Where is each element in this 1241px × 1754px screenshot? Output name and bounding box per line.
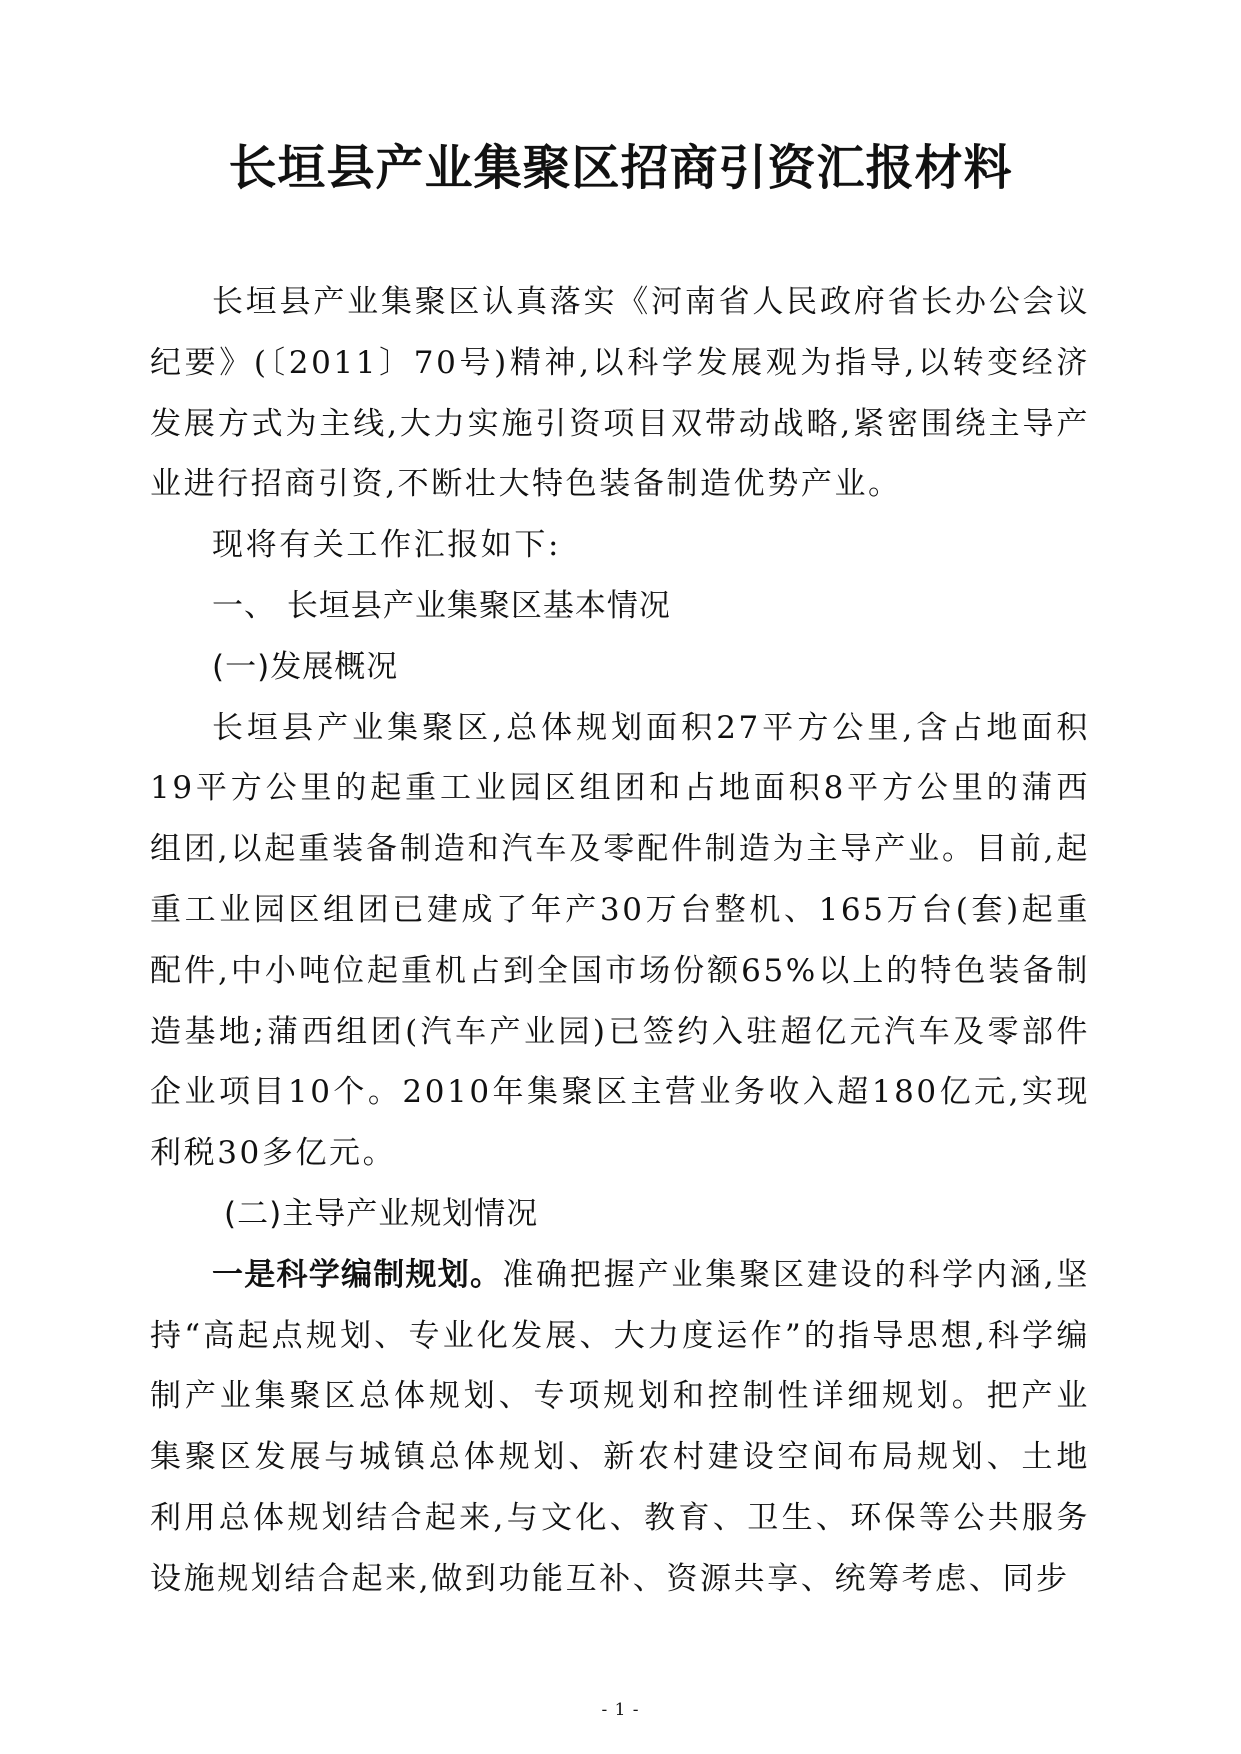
subsection-heading-1: (一)发展概况	[212, 648, 399, 685]
report-line: 现将有关工作汇报如下:	[212, 527, 562, 564]
planning-text: 准确把握产业集聚区建设的科学内涵,坚持“高起点规划、专业化发展、大力度运作”的指导思想,科学编制产业集聚区总体规划、专项规划和控制性详细规划。把产业集聚区发展与城镇总体规划、新农村建设空间布局规划、土地利用总体规划结合起来,与文化、教育、卫生、环保等公共服务设施规划结合起来,做到功能互补、资源共享、统筹考虑、同步	[150, 1256, 1091, 1597]
planning-paragraph	[150, 1245, 1090, 1610]
planning-lead: 一是科学编制规划。	[212, 1256, 503, 1293]
document-title: 长垣县产业集聚区招商引资汇报材料	[228, 140, 1013, 196]
section-heading-1: 一、 长垣县产业集聚区基本情况	[212, 587, 671, 624]
document-body	[150, 272, 1090, 1610]
overview-paragraph: 长垣县产业集聚区,总体规划面积27平方公里,含占地面积19平方公里的起重工业园区组团和占地面积8平方公里的蒲西组团,以起重装备制造和汽车及零配件制造为主导产业。目前,起重工业园区组团已建成了年产30万台整机、165万台(套)起重配件,中小吨位起重机占到全国市场份额65%以上的特色装备制造基地;蒲西组团(汽车产业园)已签约入驻超亿元汽车及零部件企业项目10个。2010年集聚区主营业务收入超180亿元,实现利税30多亿元。	[150, 709, 1090, 1172]
subsection-heading-2: (二)主导产业规划情况	[224, 1195, 539, 1232]
intro-paragraph: 长垣县产业集聚区认真落实《河南省人民政府省长办公会议纪要》(〔2011〕70号)精神,以科学发展观为指导,以转变经济发展方式为主线,大力实施引资项目双带动战略,紧密围绕主导产业进行招商引资,不断壮大特色装备制造优势产业。	[150, 284, 1090, 503]
page-number: - 1 -	[601, 1700, 640, 1720]
